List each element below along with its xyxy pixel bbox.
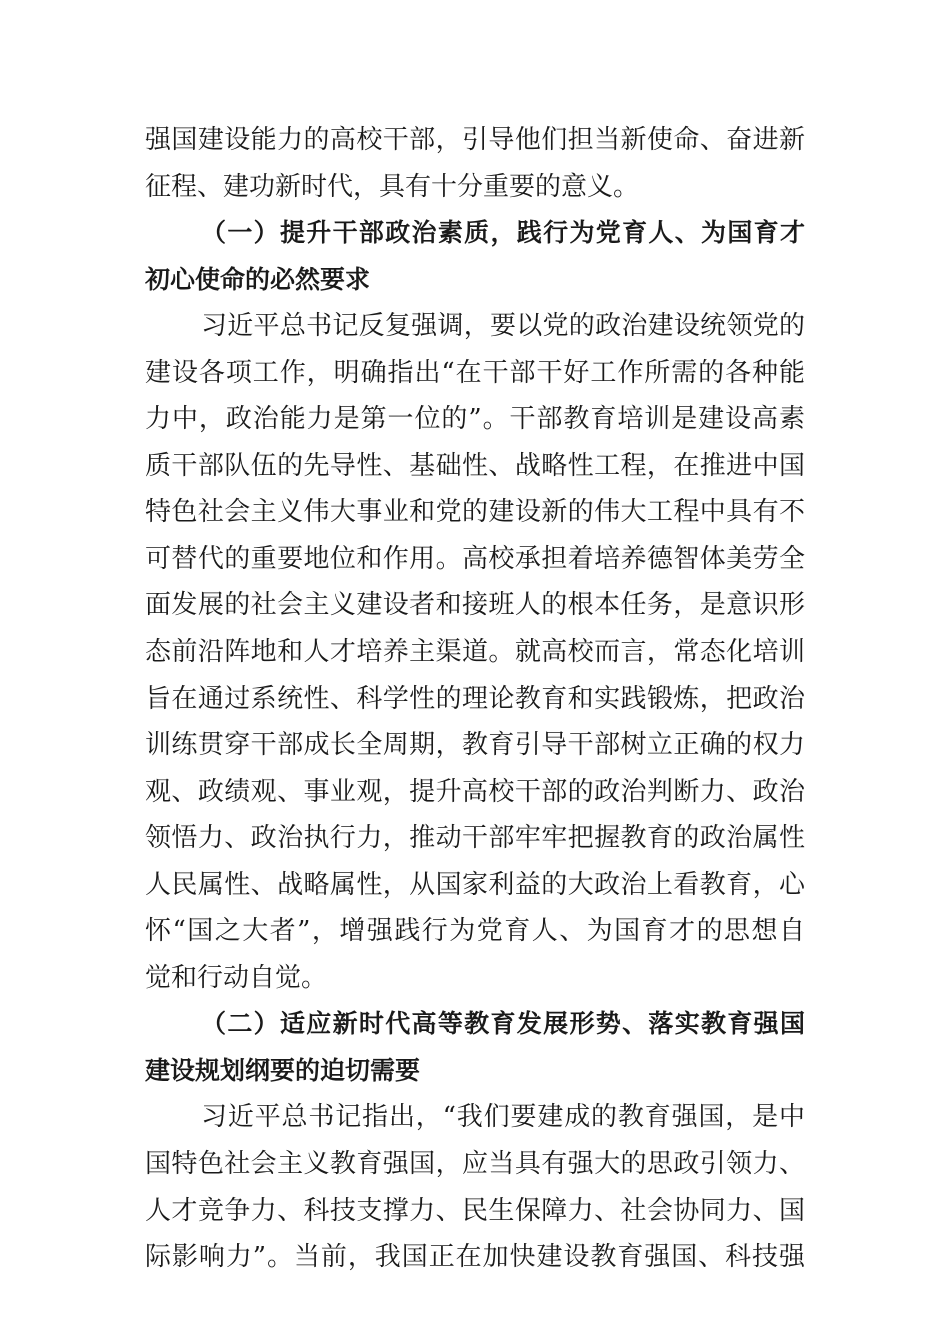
section-heading-line: （二）适应新时代高等教育发展形势、落实教育强国 [201,1009,805,1039]
section-heading-line: 初心使命的必然要求 [145,264,371,294]
section-heading-line: 建设规划纲要的迫切需要 [145,1055,421,1085]
paragraph-line: 力中，政治能力是第一位的”。干部教育培训是建设高素 [145,404,805,435]
paragraph-line: 际影响力”。当前，我国正在加快建设教育强国、科技强 [145,1242,805,1273]
paragraph-line: 质干部队伍的先导性、基础性、战略性工程，在推进中国 [145,450,805,481]
document-body [145,117,805,1281]
paragraph-line: 训练贯穿干部成长全周期，教育引导干部树立正确的权力 [145,730,805,761]
paragraph-line: 怀“国之大者”，增强践行为党育人、为国育才的思想自 [145,916,805,947]
paragraph-line: 态前沿阵地和人才培养主渠道。就高校而言，常态化培训 [145,637,805,668]
paragraph-line: 领悟力、政治执行力，推动干部牢牢把握教育的政治属性 [145,823,805,854]
paragraph-line: 人民属性、战略属性，从国家利益的大政治上看教育，心 [145,869,805,900]
paragraph-line: 习近平总书记指出，“我们要建成的教育强国，是中 [201,1102,805,1133]
paragraph-line: 旨在通过系统性、科学性的理论教育和实践锻炼，把政治 [145,683,805,714]
paragraph-line: 觉和行动自觉。 [145,962,328,993]
paragraph-line: 观、政绩观、事业观，提升高校干部的政治判断力、政治 [145,776,805,807]
paragraph-line: 征程、建功新时代，具有十分重要的意义。 [145,171,640,202]
paragraph-line: 可替代的重要地位和作用。高校承担着培养德智体美劳全 [145,543,805,574]
paragraph-line: 国特色社会主义教育强国，应当具有强大的思政引领力、 [145,1149,805,1180]
paragraph-line: 面发展的社会主义建设者和接班人的根本任务，是意识形 [145,590,805,621]
paragraph-line: 特色社会主义伟大事业和党的建设新的伟大工程中具有不 [145,497,805,528]
section-heading-line: （一）提升干部政治素质，践行为党育人、为国育才 [201,218,805,248]
paragraph-line: 人才竞争力、科技支撑力、民生保障力、社会协同力、国 [145,1195,805,1226]
paragraph-line: 强国建设能力的高校干部，引导他们担当新使命、奋进新 [145,125,805,155]
paragraph-line: 建设各项工作，明确指出“在干部干好工作所需的各种能 [145,357,805,388]
paragraph-line: 习近平总书记反复强调，要以党的政治建设统领党的 [201,311,805,342]
